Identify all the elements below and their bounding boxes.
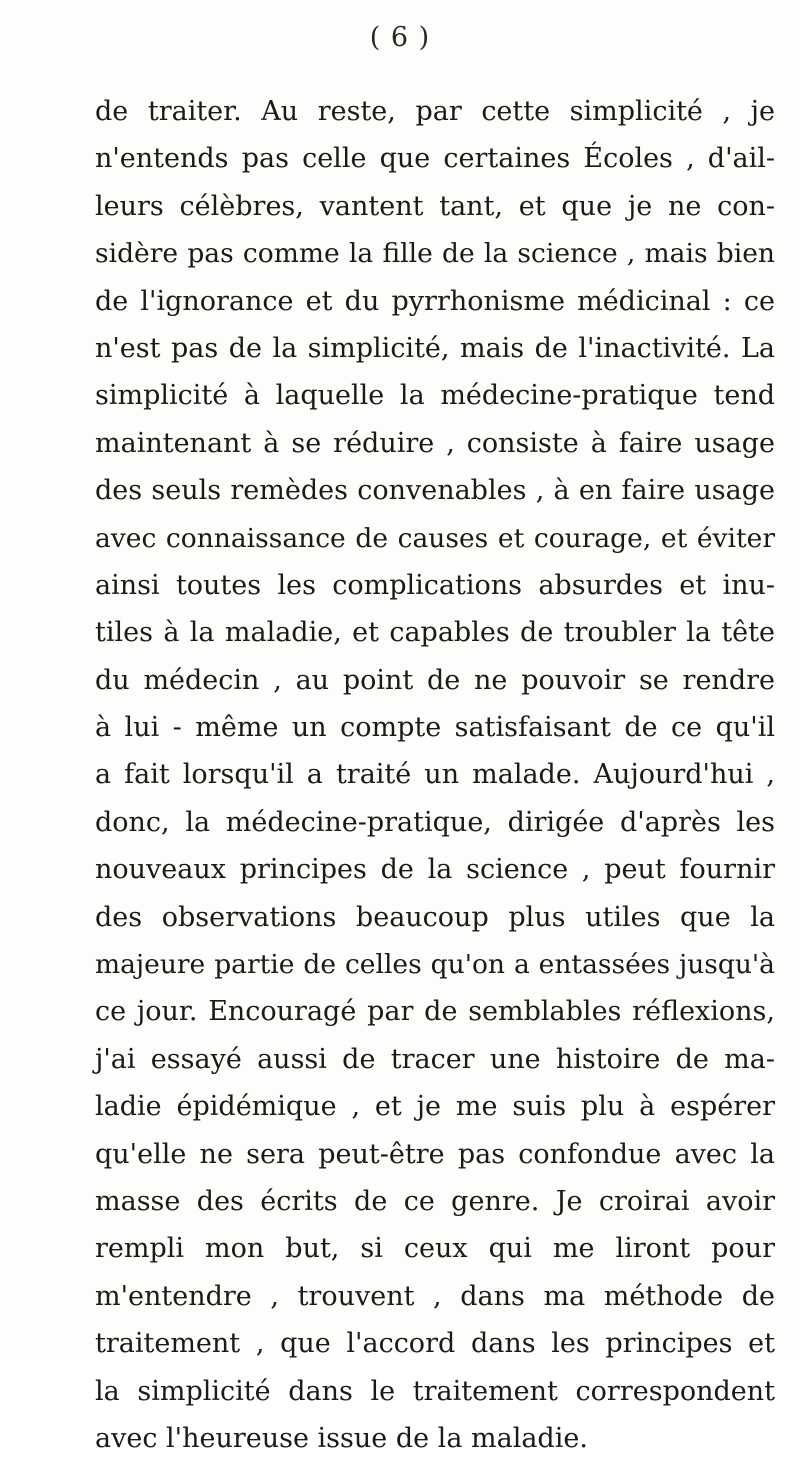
body-text	[95, 88, 775, 1462]
text-line: tiles à la maladie, et capables de troubler la tête	[95, 617, 775, 649]
text-line: sidère pas comme la fille de la science , mais bien	[95, 238, 775, 270]
text-line: maintenant à se réduire , consiste à faire usage	[95, 427, 775, 459]
text-line: ce jour. Encouragé par de semblables réflexions,	[95, 996, 775, 1028]
text-line: ainsi toutes les complications absurdes et inu-	[95, 569, 775, 601]
text-line: m'entendre , trouvent , dans ma méthode de	[95, 1280, 775, 1312]
text-line: a fait lorsqu'il a traité un malade. Aujourd'hui ,	[95, 759, 775, 791]
text-line: majeure partie de celles qu'on a entassées jusqu'à	[95, 949, 775, 981]
text-line: de traiter. Au reste, par cette simplicité , je	[95, 96, 775, 127]
text-line: la simplicité dans le traitement correspondent	[95, 1375, 775, 1407]
text-line: donc, la médecine-pratique, dirigée d'après les	[95, 806, 775, 838]
text-line: qu'elle ne sera peut-être pas confondue avec la	[95, 1138, 775, 1170]
text-line: du médecin , au point de ne pouvoir se rendre	[95, 664, 775, 696]
page-number: ( 6 )	[369, 22, 431, 53]
text-line: leurs célèbres, vantent tant, et que je ne con-	[95, 190, 775, 222]
text-line: nouveaux principes de la science , peut fournir	[95, 854, 775, 886]
text-line: j'ai essayé aussi de tracer une histoire de ma-	[95, 1043, 775, 1075]
text-line: masse des écrits de ce genre. Je croirai avoir	[95, 1185, 775, 1217]
text-line: des observations beaucoup plus utiles que la	[95, 901, 775, 933]
text-line: n'entends pas celle que certaines Écoles , d'ail-	[95, 143, 775, 175]
text-line: avec connaissance de causes et courage, et éviter	[95, 522, 775, 554]
text-line: avec l'heureuse issue de la maladie.	[95, 1422, 588, 1454]
text-line: de l'ignorance et du pyrrhonisme médicinal : ce	[95, 285, 775, 317]
text-line: traitement , que l'accord dans les principes et	[95, 1328, 775, 1360]
text-line: rempli mon but, si ceux qui me liront pour	[95, 1233, 775, 1265]
text-line: ladie épidémique , et je me suis plu à espérer	[95, 1091, 775, 1123]
text-line: des seuls remèdes convenables , à en faire usage	[95, 475, 775, 507]
text-line: n'est pas de la simplicité, mais de l'inactivité. La	[95, 332, 775, 364]
text-line: à lui - même un compte satisfaisant de ce qu'il	[95, 712, 775, 744]
text-line: simplicité à laquelle la médecine-pratique tend	[95, 380, 775, 412]
